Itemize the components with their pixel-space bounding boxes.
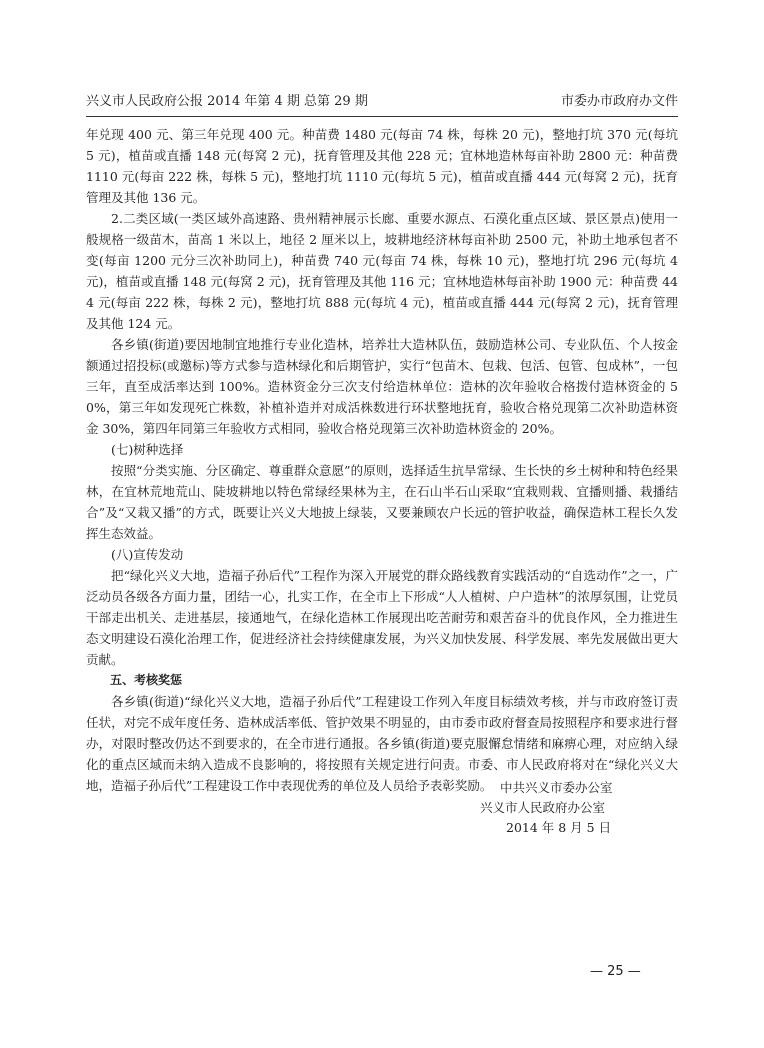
document-body	[86, 124, 678, 796]
signature-block	[470, 778, 630, 838]
signature-org-government: 兴义市人民政府办公室	[480, 800, 606, 815]
heading-publicity: (八)宣传发动	[111, 547, 184, 562]
header-divider	[86, 116, 678, 117]
paragraph-afforestation-funding: 各乡镇(街道)要因地制宜地推行专业化造林，培养壮大造林队伍，鼓励造林公司、专业队伍、个人按金额通过招投标(或邀标)等方式参与造林绿化和后期管护，实行“包苗木、包栽、包活、包管、包成林”，一包三年，直至成活率达到 100%。造林资金分三次支付给造林单位：造林的次年验收合格拨付造林资金的 50%，第三年如发现死亡株数，补植补造并对成活株数进行环状整地抚育，验收合格兑现第二次补助造林资金 30%，第四年同第三年验收方式相同，验收合格兑现第三次补助造林资金的 20%。	[86, 337, 678, 436]
page-number: — 25 —	[590, 964, 641, 979]
heading-tree-species: (七)树种选择	[111, 442, 184, 457]
heading-assessment: 五、考核奖惩	[110, 673, 183, 687]
paragraph-zone-two: 2.二类区域(一类区域外高速路、贵州精神展示长廊、重要水源点、石漠化重点区域、景区景点)使用一般规格一级苗木，苗高 1 米以上，地径 2 厘米以上，坡耕地经济林每亩补助 2500 元，补助土地承包者不变(每亩 1200 元分三次补助同上)，种苗费 740 元(每亩 74 株，每株 10 元)，整地打坑 296 元(每坑 4 元)，植苗或直播 148 元(每窝 2 元)，抚育管理及其他 116 元；宜林地造林每亩补助 1900 元：种苗费 444 元(每亩 222 株，每株 2 元)，整地打坑 888 元(每坑 4 元)，植苗或直播 444 元(每窝 2 元)，抚育管理及其他 124 元。	[86, 211, 678, 331]
paragraph-assessment: 各乡镇(街道)“绿化兴义大地，造福子孙后代”工程建设工作列入年度目标绩效考核，并与市政府签订责任状，对完不成年度任务、造林成活率低、管护效果不明显的，由市委市政府督查局按照程序和要求进行督办，对限时整改仍达不到要求的，在全市进行通报。各乡镇(街道)要克服懈怠情绪和麻痹心理，对应纳入绿化的重点区域而未纳入造成不良影响的，将按照有关规定进行问责。市委、市人民政府将对在“绿化兴义大地，造福子孙后代”工程建设工作中表现优秀的单位及人员给予表彰奖励。	[86, 694, 678, 793]
page-header	[86, 92, 678, 116]
paragraph-continued: 年兑现 400 元、第三年兑现 400 元。种苗费 1480 元(每亩 74 株，每株 20 元)，整地打坑 370 元(每坑 5 元)，植苗或直播 148 元(每窝 2 元)，抚育管理及其他 228 元；宜林地造林每亩补助 2800 元：种苗费 1110 元(每亩 222 株，每株 5 元)，整地打坑 1110 元(每坑 5 元)，植苗或直播 444 元(每窝 2 元)，抚育管理及其他 136 元。	[86, 127, 678, 205]
paragraph-tree-species: 按照“分类实施、分区确定、尊重群众意愿”的原则，选择适生抗旱常绿、生长快的乡土树种和特色经果林，在宜林荒地荒山、陡坡耕地以特色常绿经果林为主，在石山半石山采取“宜栽则栽、宜播则播、栽播结合”及“又栽又播”的方式，既要让兴义大地披上绿装，又要兼顾农户长远的管护收益，确保造林工程长久发挥生态效益。	[86, 463, 678, 541]
paragraph-publicity: 把“绿化兴义大地，造福子孙后代”工程作为深入开展党的群众路线教育实践活动的“自选动作”之一，广泛动员各级各方面力量，团结一心，扎实工作，在全市上下形成“人人植树、户户造林”的浓厚氛围，让党员干部走出机关、走进基层，接通地气，在绿化造林工作展现出吃苦耐劳和艰苦奋斗的优良作风，全力推进生态文明建设石漠化治理工作，促进经济社会持续健康发展，为兴义加快发展、科学发展、率先发展做出更大贡献。	[86, 568, 678, 667]
publication-title: 兴义市人民政府公报 2014 年第 4 期 总第 29 期	[86, 94, 368, 109]
signature-org-party: 中共兴义市委办公室	[500, 780, 613, 795]
signature-date: 2014 年 8 月 5 日	[506, 820, 612, 835]
section-title: 市委办市政府办文件	[560, 94, 678, 109]
